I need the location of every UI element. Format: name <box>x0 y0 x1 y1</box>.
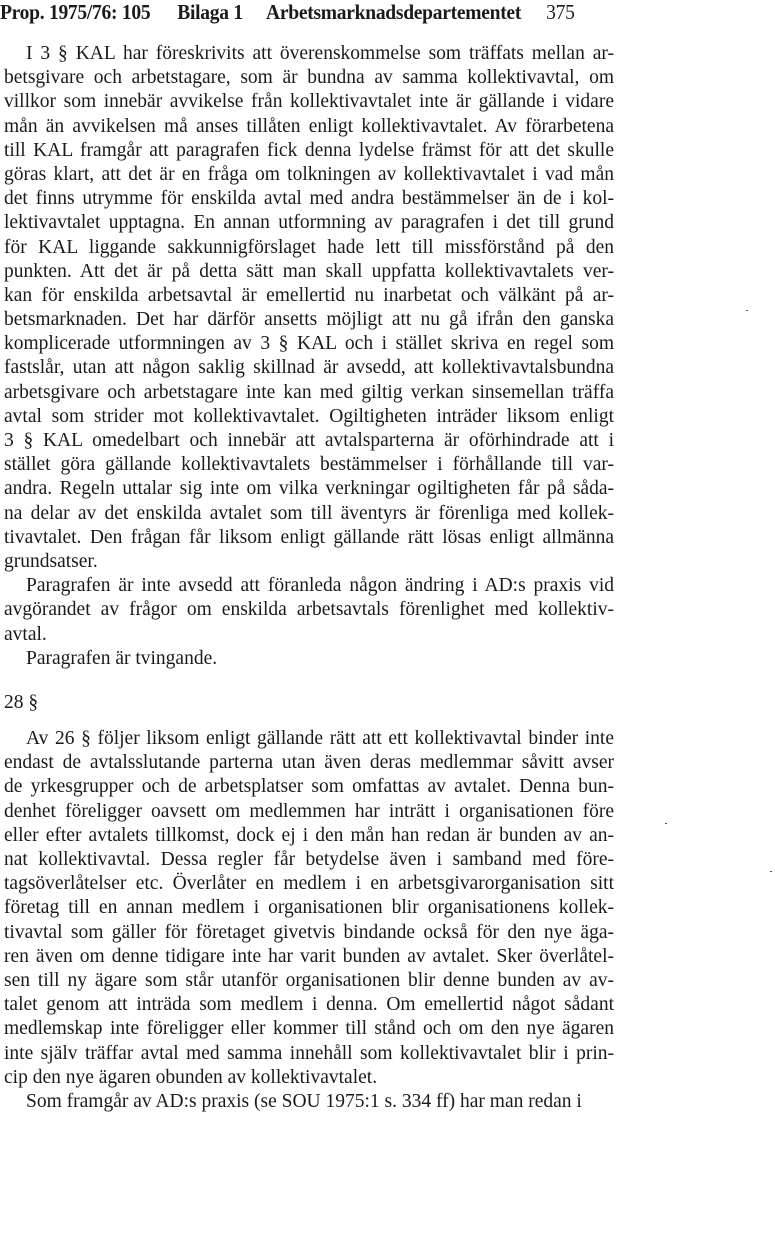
text-line: avtal. <box>4 623 47 645</box>
scan-speck <box>746 310 748 311</box>
section-heading: 28 § <box>4 691 39 713</box>
text-line: kan för enskilda arbetsavtal är emellertid nu inarbetat och välkänt på ar- <box>4 284 614 306</box>
scan-speck <box>770 871 772 872</box>
text-line: Paragrafen är inte avsedd att föranleda någon ändring i AD:s praxis vid <box>26 575 614 597</box>
text-line: punkten. Att det är på detta sätt man skall uppfatta kollektivavtalets ver- <box>4 260 614 282</box>
text-line: betsmarknaden. Det har därför ansetts möjligt att nu gå ifrån den ganska <box>4 309 614 331</box>
text-line: eller efter avtalets tillkomst, dock ej i den mån han redan är bunden av an- <box>4 824 614 846</box>
scan-speck <box>665 823 667 824</box>
text-line: tivavtal som gäller för företaget givetvis bindande också för den nye äga- <box>4 921 614 943</box>
text-line: avgörandet av frågor om enskilda arbetsavtals förenlighet med kollektiv- <box>4 599 614 621</box>
text-line: I 3 § KAL har föreskrivits att överenskommelse som träffats mellan ar- <box>26 43 614 64</box>
text-line: för KAL liggande sakkunnigförslaget hade lett till missförstånd på den <box>4 236 614 258</box>
text-line: tivavtalet. Den frågan får liksom enligt gällande rätt lösas enligt allmänna <box>4 526 614 548</box>
paragraph <box>4 42 614 574</box>
section-27-commentary <box>4 42 614 671</box>
text-line: na delar av det enskilda avtalet som till äventyrs är förenliga med kollek- <box>4 502 614 524</box>
text-line: 3 § KAL omedelbart och innebär att avtalsparterna är oförhindrade att i <box>4 430 614 451</box>
heading-spacer <box>4 715 614 727</box>
text-line: grundsatser. <box>4 550 98 572</box>
paragraph <box>4 574 614 647</box>
text-line: Som framgår av AD:s praxis (se SOU 1975:1 s. 334 ff) har man redan i <box>26 1090 582 1112</box>
text-line: nat kollektivavtal. Dessa regler får betydelse även i samband med före- <box>4 849 614 870</box>
text-line: Av 26 § följer liksom enligt gällande rätt att ett kollektivavtal binder inte <box>26 728 614 750</box>
text-line: arbetsgivare och arbetstagare inte kan med giltig verkan sinsemellan träffa <box>4 381 614 403</box>
text-line: andra. Regeln uttalar sig inte om vilka verkningar ogiltigheten får på såda- <box>4 478 614 500</box>
text-line: avtal som strider mot kollektivavtalet. Ogiltigheten inträder liksom enligt <box>4 405 614 427</box>
text-line: göras klart, att det är en fråga om tolkningen av kollektivavtalet i vad mån <box>4 163 614 185</box>
text-line: de yrkesgrupper och de arbetsplatser som omfattas av avtalet. Denna bun- <box>4 776 614 798</box>
text-line: cip den nye ägaren obunden av kollektivavtalet. <box>4 1066 378 1088</box>
running-header <box>0 0 614 30</box>
text-line: talet genom att inträda som medlem i denna. Om emellertid något sådant <box>4 994 614 1016</box>
paragraph <box>4 647 614 671</box>
proposition-number: Prop. 1975/76: 105 <box>0 0 151 24</box>
text-line: fastslår, utan att någon saklig skillnad är avsedd, att kollektivavtalsbundna <box>4 357 614 379</box>
text-line: mån än avvikelsen må anses tillåten enligt kollektivavtalet. Av förarbetena <box>4 115 614 137</box>
text-line: företag till en annan medlem i organisationen blir organisationens kollek- <box>4 897 614 919</box>
text-line: stället göra gällande kollektivavtalets bestämmelser i förhållande till var- <box>4 454 614 476</box>
text-line: endast de avtalsslutande parterna utan även deras medlemmar såvitt avser <box>4 752 614 774</box>
text-line: lektivavtalet upptagna. En annan utformning av paragrafen i det till grund <box>4 212 614 234</box>
document-body <box>4 42 614 1114</box>
text-line: denhet föreligger oavsett om medlemmen har inträtt i organisationen före <box>4 800 614 822</box>
paragraph <box>4 727 614 1090</box>
text-line: tagsöverlåtelser etc. Överlåter en medlem i en arbetsgivarorganisation sitt <box>4 873 614 895</box>
text-line: sen till ny ägare som står utanför organisationen blir denne bunden av av- <box>4 969 614 991</box>
text-line: inte själv träffar avtal med samma innehåll som kollektivavtalet blir i prin- <box>4 1042 614 1064</box>
text-line: betsgivare och arbetstagare, som är bundna av samma kollektivavtal, om <box>4 67 614 89</box>
text-line: Paragrafen är tvingande. <box>26 647 218 669</box>
paragraph <box>4 1090 614 1114</box>
text-line: till KAL framgår att paragrafen fick denna lydelse främst för att det skulle <box>4 139 614 161</box>
section-28-commentary <box>4 727 614 1114</box>
appendix-label: Bilaga 1 <box>177 0 243 24</box>
text-line: komplicerade utformningen av 3 § KAL och i stället skriva en regel som <box>4 333 614 355</box>
text-line: medlemskap inte föreligger eller kommer till stånd och om den nye ägaren <box>4 1018 614 1040</box>
text-line: det finns utrymme för enskilda avtal med andra bestämmelser än de i kol- <box>4 188 614 210</box>
page-number: 375 <box>546 0 575 24</box>
department-name: Arbetsmarknadsdepartementet <box>266 0 522 24</box>
section-spacer <box>4 671 614 691</box>
text-line: ren även om denne tidigare inte har varit bunden av avtalet. Sker överlåtel- <box>4 945 614 967</box>
text-line: villkor som innebär avvikelse från kollektivavtalet inte är gällande i vidare <box>4 91 614 113</box>
